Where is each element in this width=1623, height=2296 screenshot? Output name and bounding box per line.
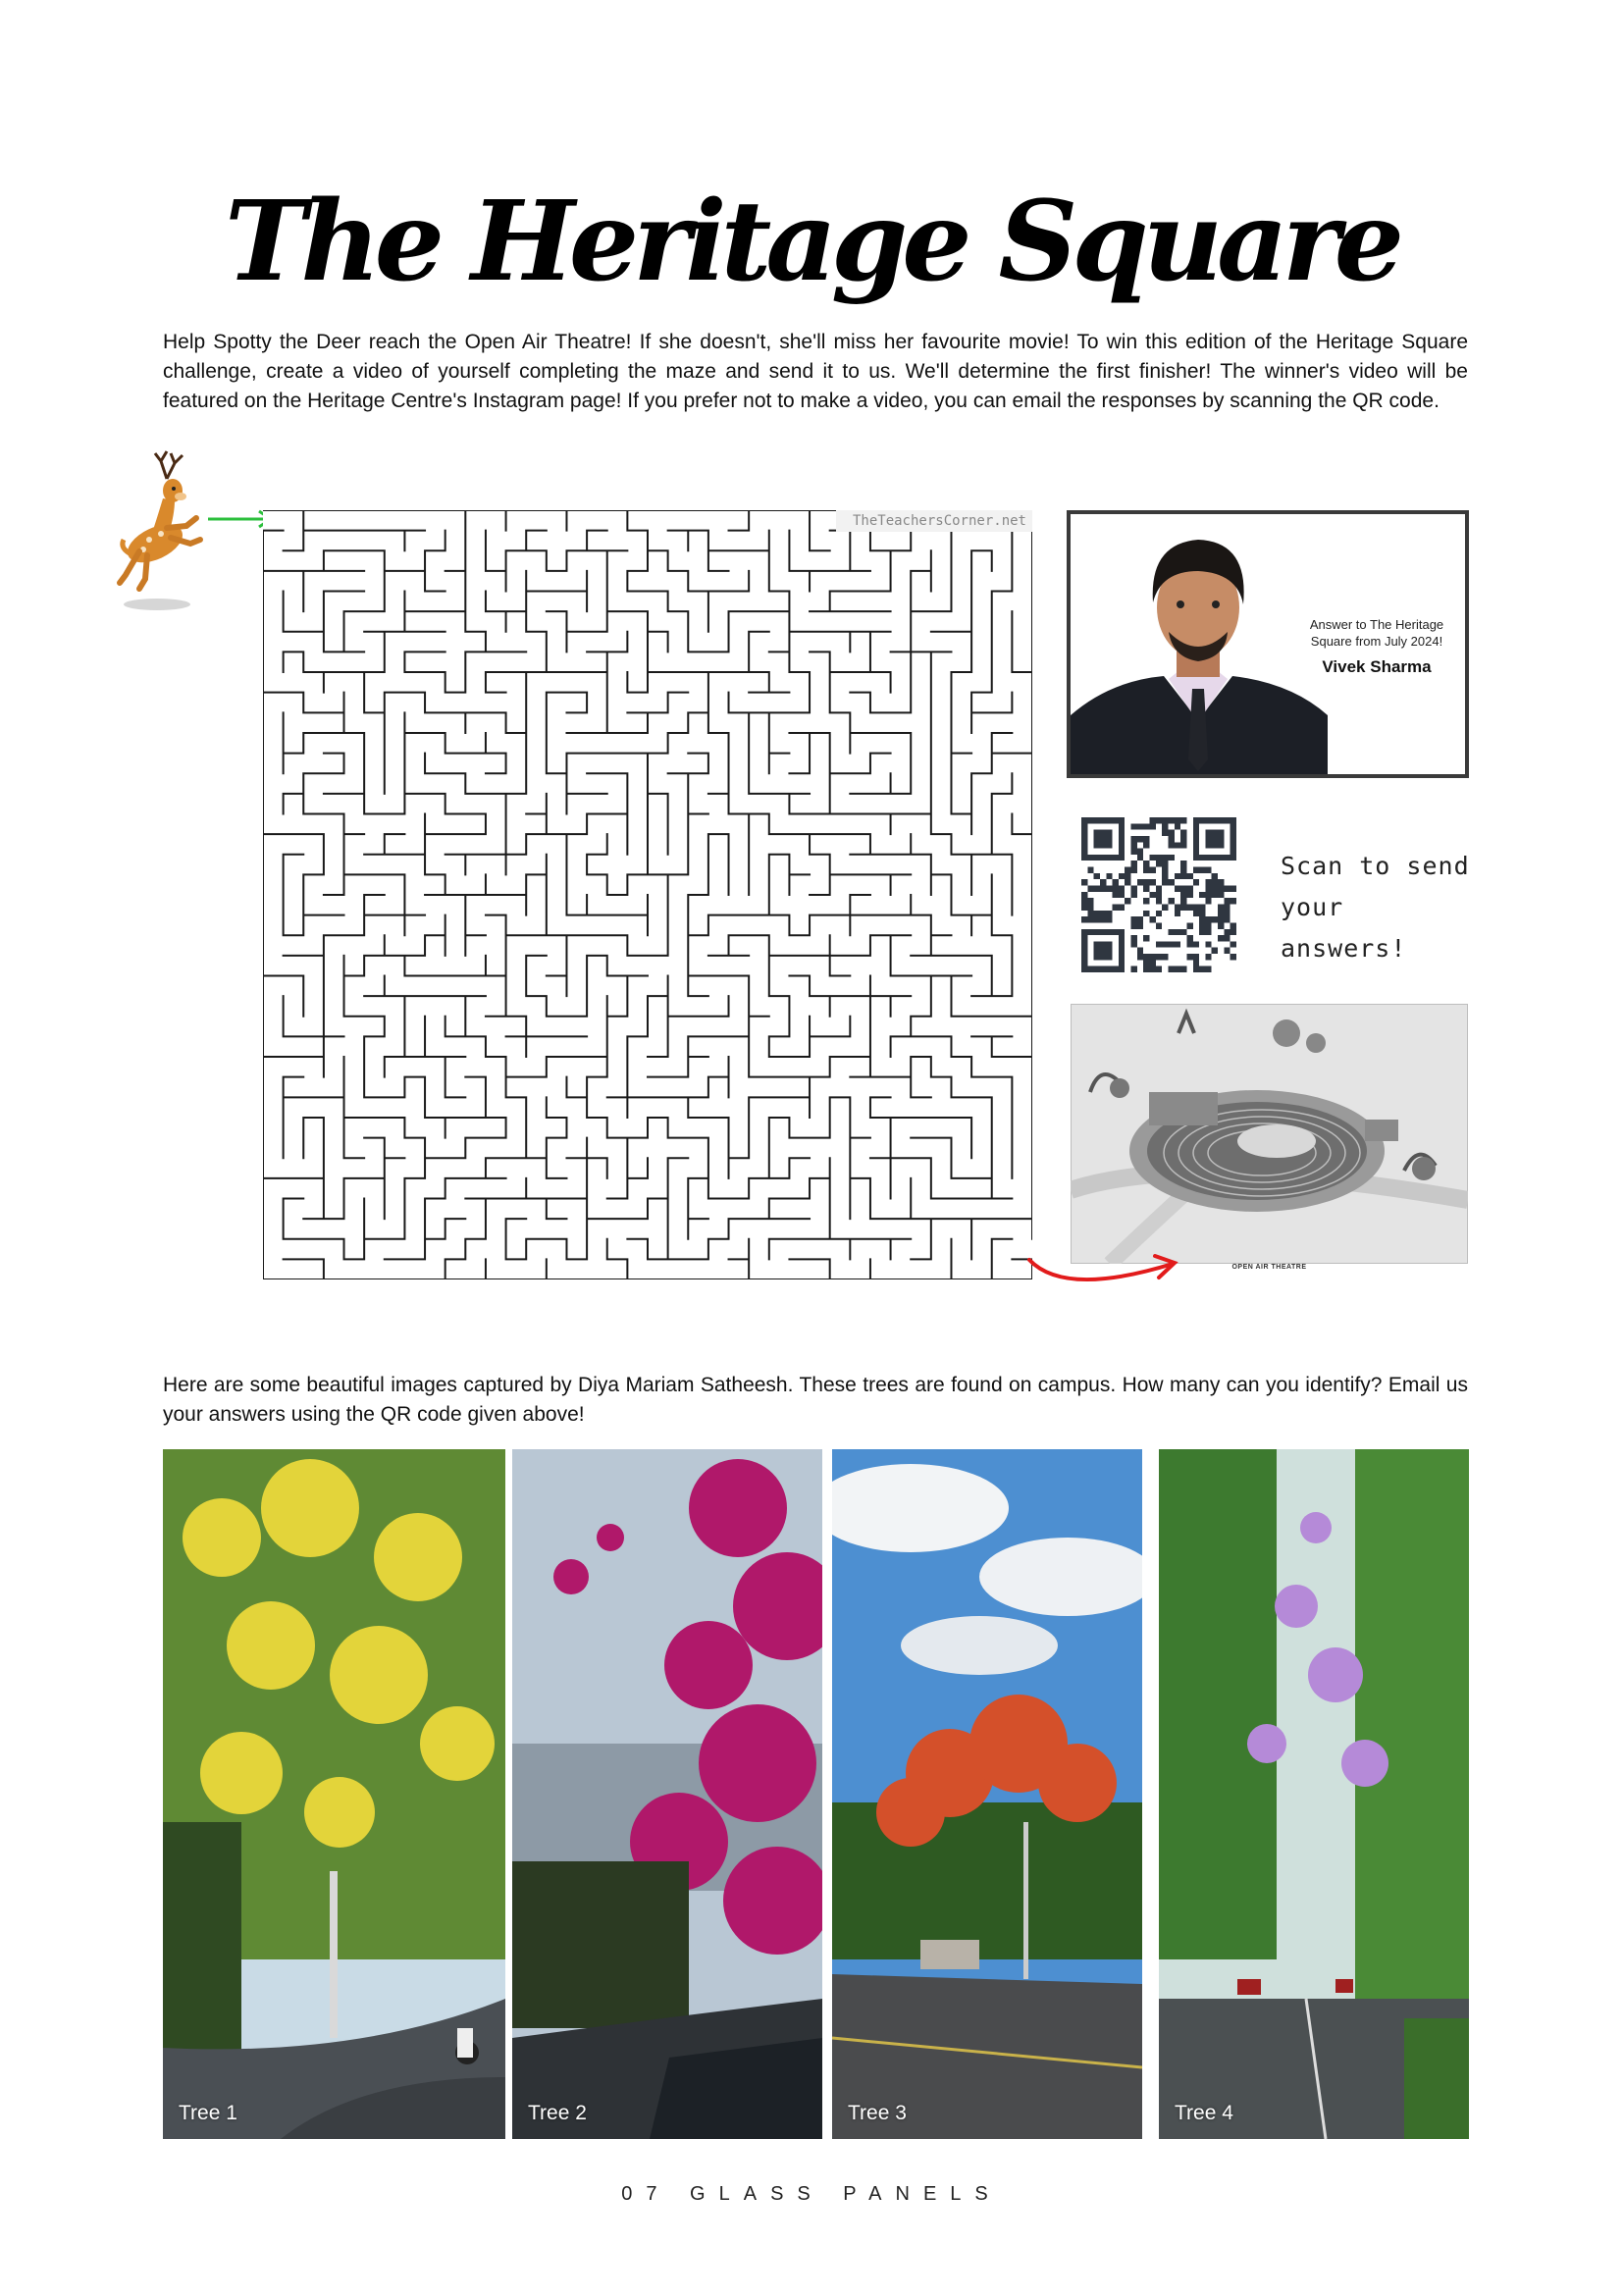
tree-2-image bbox=[512, 1449, 822, 2139]
scan-line-1: Scan to send bbox=[1281, 852, 1470, 880]
deer-illustration bbox=[110, 449, 218, 616]
tree-photo-1 bbox=[163, 1449, 505, 2139]
scan-instruction bbox=[1281, 846, 1477, 969]
tree-3-image bbox=[832, 1449, 1142, 2139]
answer-name: Vivek Sharma bbox=[1322, 657, 1432, 676]
tree-3-label: Tree 3 bbox=[848, 2102, 907, 2124]
theatre-caption: OPEN AIR THEATRE bbox=[1231, 1264, 1307, 1271]
intro-paragraph: Help Spotty the Deer reach the Open Air Theatre! If she doesn't, she'll miss her favourite movie! To win this edition of the Heritage Square challenge, create a video of yourself completing the maze and send it to us. We'll determine the first finisher! The winner's video will be featured on the Heritage Centre's Instagram page! If you prefer not to make a video, you can email the responses by scanning the QR code. bbox=[163, 331, 1468, 412]
tree-photo-4 bbox=[1159, 1449, 1469, 2139]
tree-4-image bbox=[1159, 1449, 1469, 2139]
page-title: The Heritage Square bbox=[225, 178, 1398, 306]
answer-caption: Answer to The Heritage Square from July 2024! bbox=[1309, 617, 1444, 649]
tree-4-label: Tree 4 bbox=[1175, 2102, 1233, 2124]
tree-photo-3 bbox=[832, 1449, 1142, 2139]
end-arrow-icon bbox=[1025, 1248, 1182, 1297]
maze[interactable] bbox=[263, 510, 1032, 1279]
open-air-theatre-image bbox=[1071, 1004, 1468, 1264]
tree-1-label: Tree 1 bbox=[179, 2102, 237, 2124]
footer-text: 07 GLASS PANELS bbox=[621, 2183, 1002, 2205]
answer-card bbox=[1067, 510, 1469, 778]
tree-2-label: Tree 2 bbox=[528, 2102, 587, 2124]
maze-walls bbox=[263, 510, 1032, 1279]
trees-paragraph: Here are some beautiful images captured by Diya Mariam Satheesh. These trees are found on campus. How many can you identify? Email us your answers using the QR code given above! bbox=[163, 1374, 1468, 1426]
maze-credit: TheTeachersCorner.net bbox=[836, 510, 1032, 532]
scan-line-2: your answers! bbox=[1281, 893, 1407, 963]
qr-code[interactable] bbox=[1081, 817, 1236, 972]
tree-1-image bbox=[163, 1449, 505, 2139]
tree-photo-2 bbox=[512, 1449, 822, 2139]
